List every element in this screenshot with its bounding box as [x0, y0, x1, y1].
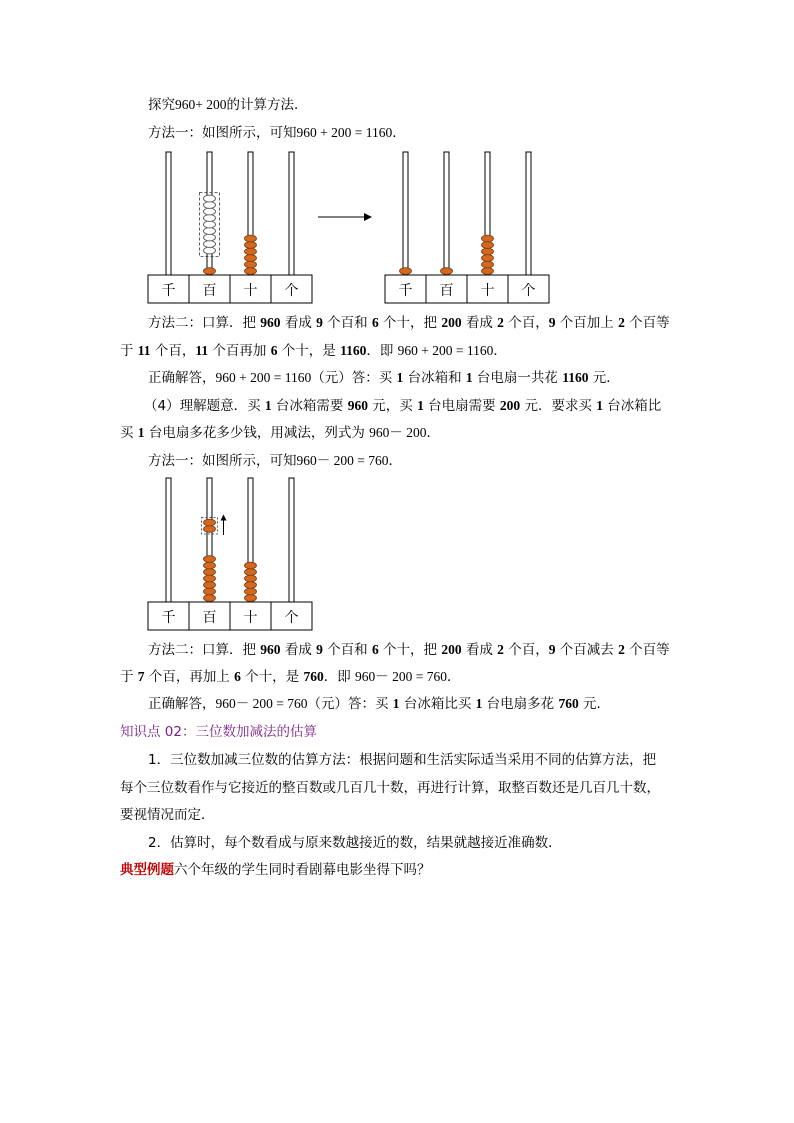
abacus-before: [148, 152, 312, 303]
line-method2-sub-a: 方法二：口算．把 960 看成 9 个百和 6 个十，把 200 看成 2 个百，9 个百减去 2 个百等: [148, 642, 670, 658]
line-part4-b: 买 1 台电扇多花多少钱，用减法，列式为 960－ 200．: [120, 425, 441, 441]
place-label-tens: 十: [243, 283, 258, 299]
knowledge-heading: 知识点 02：三位数加减法的估算: [120, 724, 317, 740]
bead: [245, 588, 257, 595]
arrow-right-icon: [318, 213, 372, 221]
abacus-subtract: [148, 478, 312, 630]
bead: [204, 562, 216, 569]
abacus-rod: [444, 152, 449, 275]
line-method2-add-b: 于 11 个百，11 个百再加 6 个十，是 1160．即 960 + 200 = 1160．: [120, 343, 507, 359]
added-bead: [204, 221, 216, 228]
bead: [204, 556, 216, 563]
line-method2-sub-b: 于 7 个百，再加上 6 个十，是 760．即 960－ 200 = 760．: [120, 669, 461, 685]
line-method1-sub: 方法一：如图所示，可知960－ 200 = 760．: [148, 453, 402, 469]
bead: [245, 255, 257, 262]
place-label-hundreds: 百: [439, 283, 454, 299]
bead: [245, 595, 257, 602]
bead: [482, 248, 494, 255]
bead: [204, 575, 216, 582]
abacus-rod: [166, 152, 171, 275]
bead: [204, 582, 216, 589]
line-answer-sub: 正确解答，960－ 200 = 760（元）答：买 1 台冰箱比买 1 台电扇多花 760 元．: [148, 696, 611, 712]
example-question: 六个年级的学生同时看剧幕电影坐得下吗？: [174, 862, 431, 878]
line-answer-add: 正确解答，960 + 200 = 1160（元）答：买 1 台冰箱和 1 台电扇一共花 1160 元．: [148, 370, 620, 386]
removed-bead: [204, 519, 216, 526]
bead: [245, 235, 257, 242]
added-bead: [204, 208, 216, 215]
bead: [482, 235, 494, 242]
abacus-rod: [166, 478, 171, 602]
bead: [245, 582, 257, 589]
place-label-ones: 个: [284, 610, 299, 626]
place-label-ones: 个: [284, 283, 299, 299]
bead: [245, 569, 257, 576]
paragraph-1a: 1．三位数加减三位数的估算方法：根据问题和生活实际适当采用不同的估算方法，把: [148, 752, 657, 768]
example-line: [120, 860, 431, 880]
added-bead: [204, 241, 216, 248]
place-label-thousands: 千: [161, 610, 176, 626]
place-label-ones: 个: [521, 283, 536, 299]
added-bead: [204, 215, 216, 222]
added-bead: [204, 195, 216, 202]
bead: [245, 268, 257, 275]
line-method1-add: 方法一：如图所示，可知960 + 200 = 1160．: [148, 125, 406, 141]
bead: [204, 588, 216, 595]
added-bead: [204, 228, 216, 235]
bead: [441, 268, 453, 275]
bead: [245, 562, 257, 569]
abacus-after: [385, 152, 549, 303]
added-bead: [204, 234, 216, 241]
line-explore: 探究960+ 200的计算方法．: [148, 97, 308, 113]
bead: [245, 242, 257, 249]
bead: [482, 242, 494, 249]
removed-bead: [204, 526, 216, 533]
paragraph-1b: 每个三位数看作与它接近的整百数或几百几十数，再进行计算，取整百数还是几百几十数，: [120, 780, 660, 796]
bead: [245, 261, 257, 268]
bead: [204, 569, 216, 576]
bead: [482, 255, 494, 262]
bead: [482, 261, 494, 268]
bead: [204, 268, 216, 275]
line-method2-add-a: 方法二：口算．把 960 看成 9 个百和 6 个十，把 200 看成 2 个百，9 个百加上 2 个百等: [148, 315, 670, 331]
bead: [482, 268, 494, 275]
bead: [400, 268, 412, 275]
place-label-hundreds: 百: [202, 610, 217, 626]
abacus-rod: [289, 152, 294, 275]
place-label-hundreds: 百: [202, 283, 217, 299]
place-label-thousands: 千: [161, 283, 176, 299]
bead: [245, 575, 257, 582]
added-bead: [204, 202, 216, 209]
place-label-tens: 十: [243, 610, 258, 626]
up-arrowhead-icon: [221, 515, 227, 521]
place-label-tens: 十: [480, 283, 495, 299]
abacus-rod: [403, 152, 408, 275]
line-part4-a: （4）理解题意．买 1 台冰箱需要 960 元，买 1 台电扇需要 200 元．要求买 1 台冰箱比: [144, 398, 662, 414]
abacus-rod: [289, 478, 294, 602]
bead: [204, 595, 216, 602]
bead: [245, 248, 257, 255]
paragraph-1c: 要视情况而定．: [120, 807, 215, 823]
added-bead: [204, 247, 216, 254]
example-label: 典型例题: [120, 862, 174, 878]
paragraph-2: 2．估算时，每个数看成与原来数越接近的数，结果就越接近准确数．: [148, 835, 562, 851]
abacus-rod: [526, 152, 531, 275]
place-label-thousands: 千: [398, 283, 413, 299]
